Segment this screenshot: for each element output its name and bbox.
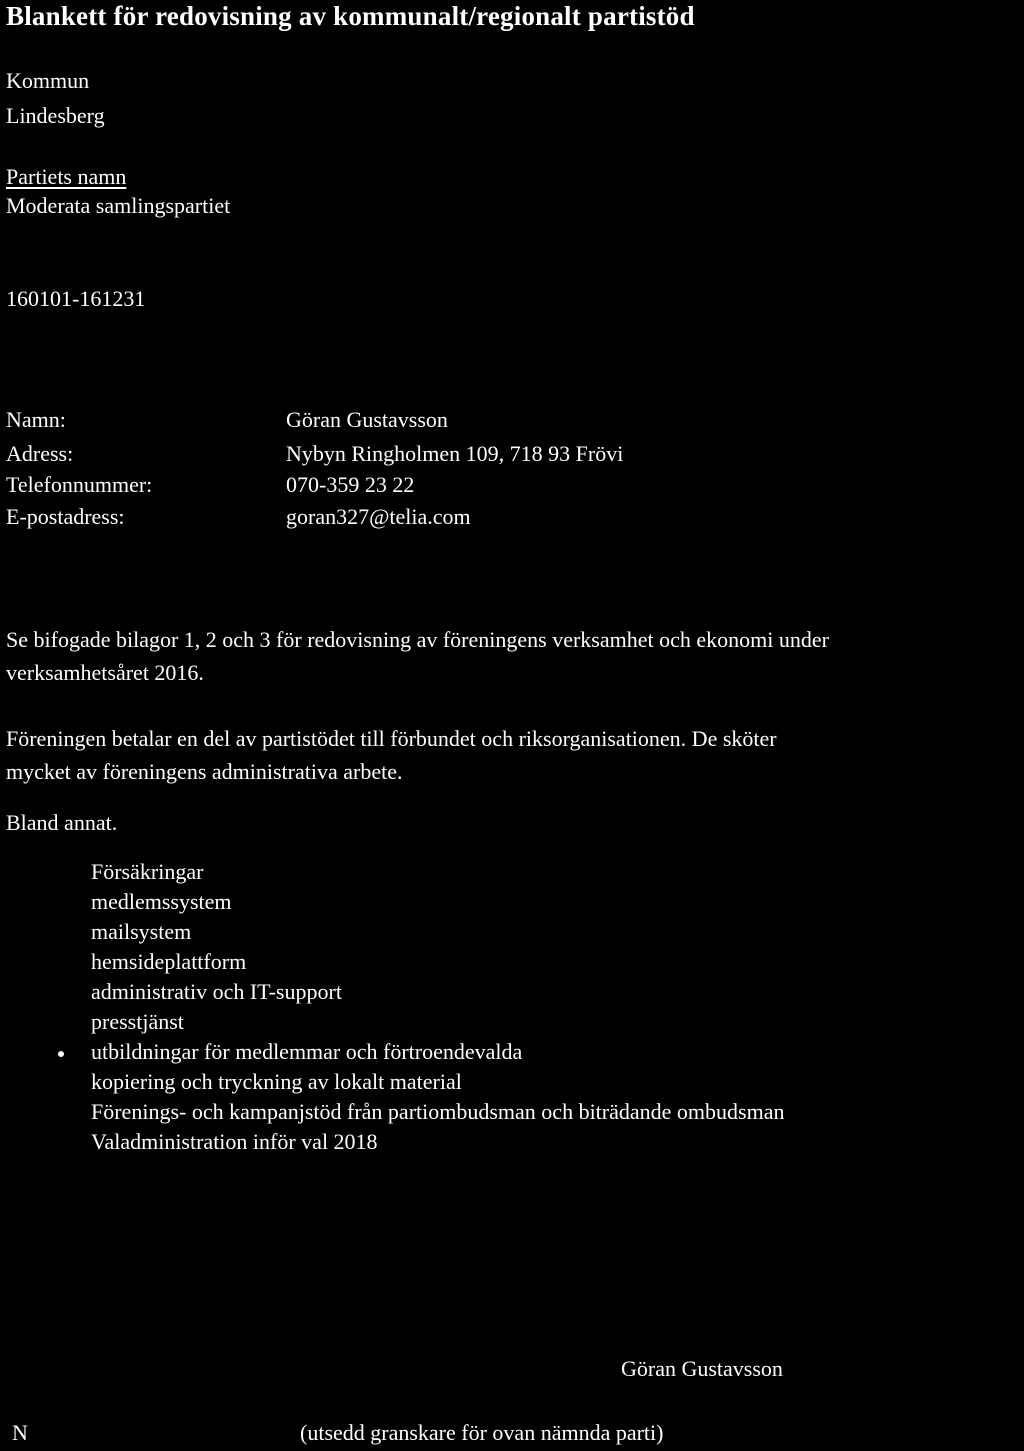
list-item: Valadministration inför val 2018 bbox=[91, 1129, 378, 1154]
name-label: Namn: bbox=[6, 407, 66, 432]
list-item: medlemssystem bbox=[91, 889, 232, 914]
address-label: Adress: bbox=[6, 441, 74, 466]
report-period: 160101-161231 bbox=[6, 286, 146, 311]
list-item: administrativ och IT-support bbox=[91, 979, 342, 1004]
address-value: Nybyn Ringholmen 109, 718 93 Frövi bbox=[286, 441, 624, 466]
list-item: mailsystem bbox=[91, 919, 192, 944]
list-item: utbildningar för medlemmar och förtroendevalda bbox=[58, 1037, 784, 1067]
expense-list bbox=[58, 857, 784, 1157]
email-value: goran327@telia.com bbox=[286, 504, 471, 529]
list-item: presstjänst bbox=[91, 1009, 184, 1034]
email-label: E-postadress: bbox=[6, 504, 125, 529]
body-paragraph-2-line-2: mycket av föreningens administrativa arbete. bbox=[6, 759, 403, 784]
list-item: Försäkringar bbox=[91, 859, 204, 884]
list-item: hemsideplattform bbox=[91, 949, 247, 974]
body-paragraph-1-line-1: Se bifogade bilagor 1, 2 och 3 för redovisning av föreningens verksamhet och ekonomi under bbox=[6, 627, 829, 652]
party-value: Moderata samlingspartiet bbox=[6, 193, 231, 218]
name-value: Göran Gustavsson bbox=[286, 407, 448, 432]
phone-value: 070-359 23 22 bbox=[286, 472, 415, 497]
list-item: Förenings- och kampanjstöd från partiombudsman och biträdande ombudsman bbox=[91, 1099, 785, 1124]
kommun-value: Lindesberg bbox=[6, 103, 105, 128]
list-item: kopiering och tryckning av lokalt material bbox=[91, 1069, 462, 1094]
body-paragraph-2-line-1: Föreningen betalar en del av partistödet till förbundet och riksorganisationen. De sköter bbox=[6, 726, 777, 751]
signature-n-label: N bbox=[12, 1420, 28, 1445]
body-paragraph-1-line-2: verksamhetsåret 2016. bbox=[6, 660, 204, 685]
phone-label: Telefonnummer: bbox=[6, 472, 153, 497]
document-title: Blankett för redovisning av kommunalt/regionalt partistöd bbox=[6, 1, 695, 31]
kommun-label: Kommun bbox=[6, 68, 90, 93]
body-paragraph-3: Bland annat. bbox=[6, 810, 118, 835]
signature-name: Göran Gustavsson bbox=[621, 1356, 783, 1381]
party-label: Partiets namn bbox=[6, 164, 127, 189]
signature-role: (utsedd granskare för ovan nämnda parti) bbox=[300, 1420, 664, 1445]
